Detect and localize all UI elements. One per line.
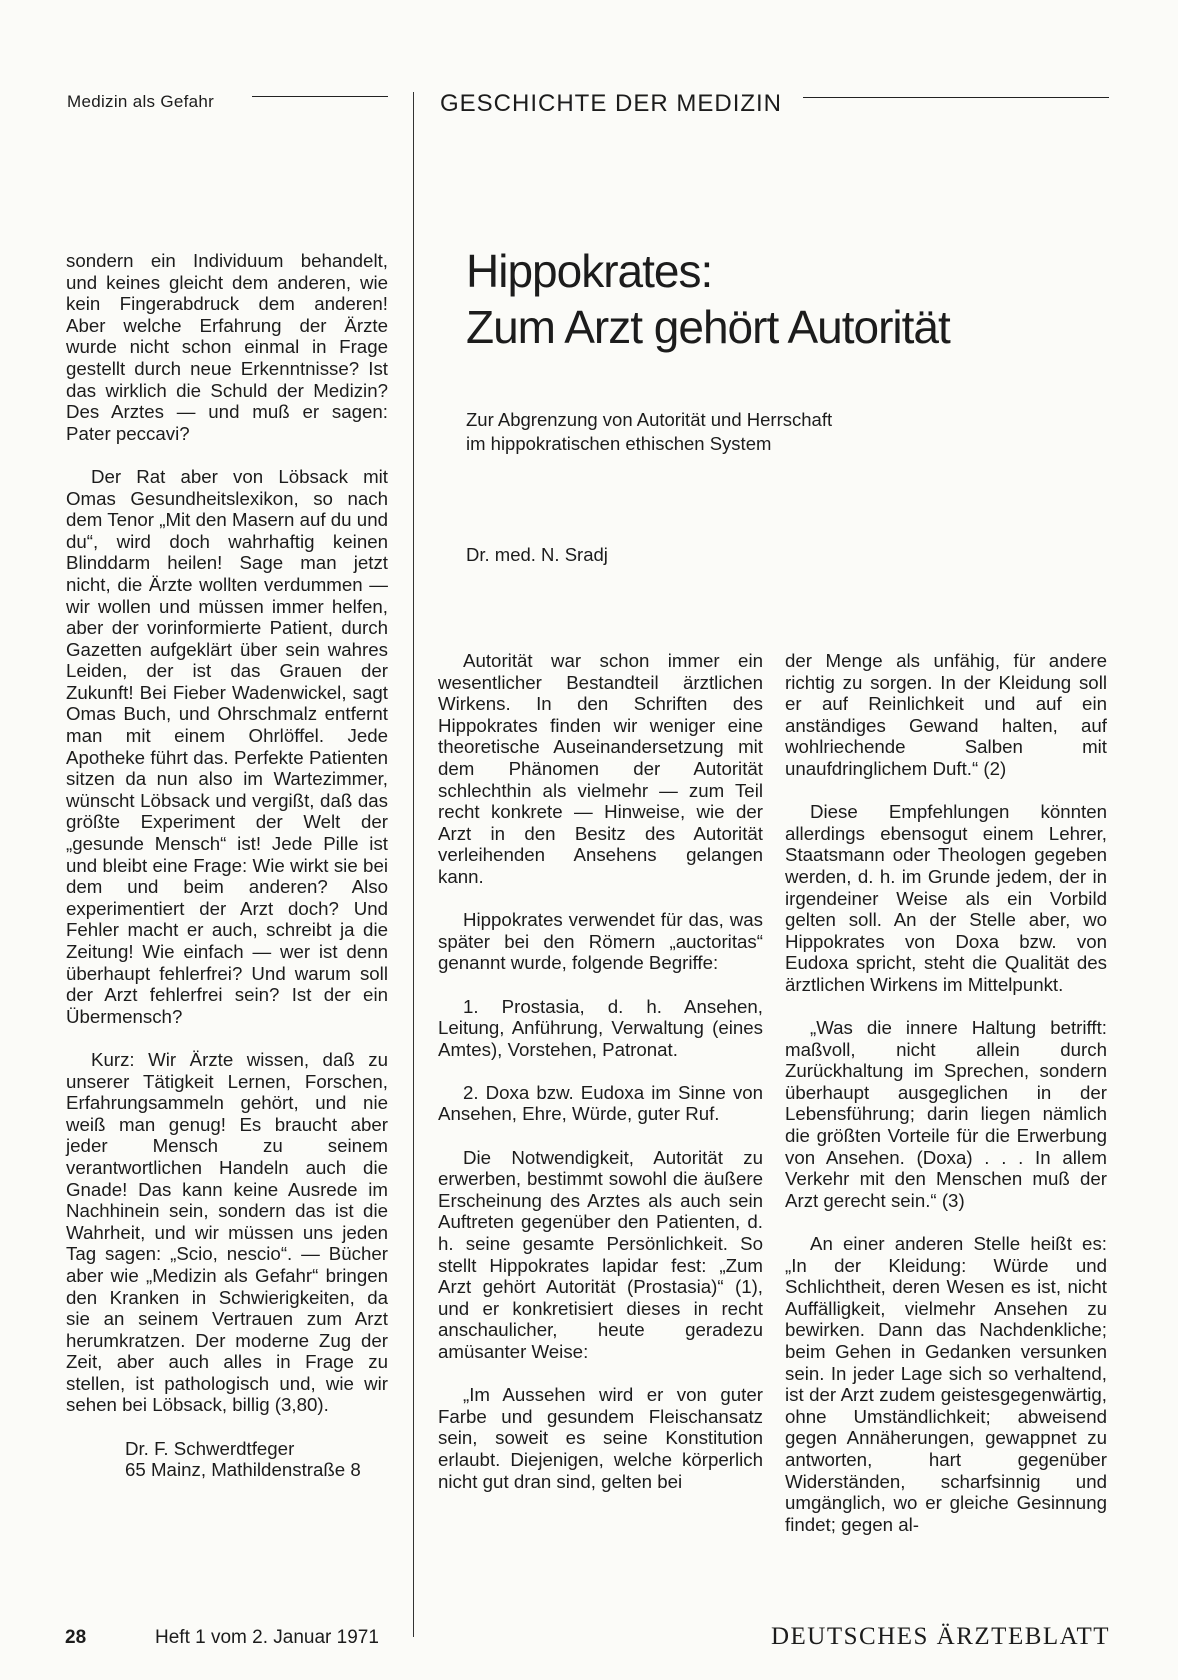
letter-column <box>66 250 388 1481</box>
body-paragraph: Hippokrates verwendet für das, was später bei den Römern „auctoritas“ genannt wurde, folgende Begriffe: <box>438 909 763 974</box>
header-rule-left <box>252 96 388 97</box>
issue-info: Heft 1 vom 2. Januar 1971 <box>155 1627 379 1648</box>
letter-signature <box>66 1438 388 1481</box>
body-paragraph: 2. Doxa bzw. Eudoxa im Sinne von Ansehen, Ehre, Würde, guter Ruf. <box>438 1081 763 1125</box>
body-paragraph: Diese Empfehlungen könnten allerdings ebensogut einem Lehrer, Staatsmann oder Theologen gegeben werden, d. h. im Grunde jedem, der in irgendeiner Weise als ein Vorbild gelten soll. An der Stelle aber, wo Hippokrates von Doxa bzw. von Eudoxa spricht, steht die Qualität des ärztlichen Wirkens im Mittelpunkt. <box>785 801 1107 995</box>
signature-name: Dr. F. Schwerdtfeger <box>125 1437 295 1459</box>
article-author: Dr. med. N. Sradj <box>466 544 608 565</box>
subtitle-line-2: im hippokratischen ethischen System <box>466 433 772 454</box>
article-subtitle <box>466 408 832 456</box>
letter-paragraph: Kurz: Wir Ärzte wissen, daß zu unserer Tätigkeit Lernen, Forschen, Erfahrungsammeln gehört, und nie weiß man genug! Es braucht aber jeder Mensch zu seinem verantwortlichen Handeln auch die Gnade! Das kann keine Ausrede im Nachhinein sein, sondern das ist die Wahrheit, und wir müssen uns jeden Tag sagen: „Scio, nescio“. — Bücher aber wie „Medizin als Gefahr“ bringen den Kranken in Schwierigkeiten, da sie an seinem Vertrauen zum Arzt herumkratzen. Der moderne Zug der Zeit, aber auch alles in Frage zu stellen, ist pathologisch und, wie wir sehen bei Löbsack, billig (3,80). <box>66 1048 388 1416</box>
letter-paragraph: Der Rat aber von Löbsack mit Omas Gesundheitslexikon, so nach dem Tenor „Mit den Masern auf du und du“, wird doch wahrhaftig keinen Blinddarm heilen! Sage man jetzt nicht, die Ärzte wollten verdummen — wir wollen und müssen immer helfen, aber der vorinformierte Patient, durch Gazetten aufgeklärt über sein wahres Leiden, der ist das Grauen der Zukunft! Bei Fieber Wadenwickel, sagt Omas Buch, und Ohrschmalz entfernt man mit einem Ohrlöffel. Jede Apotheke führt das. Perfekte Patienten sitzen da nun also im Wartezimmer, wünscht Löbsack und vergißt, daß das größte Experiment der Welt der „gesunde Mensch“ ist! Jede Pille ist und bleibt eine Frage: Wie wirkt sie bei dem und beim anderen? Also experimentiert der Arzt doch? Und Fehler macht er auch, schreibt ja die Zeitung! Wie einfach — wer ist denn überhaupt fehlerfrei? Und warum soll der Arzt fehlerfrei sein? Ist der ein Übermensch? <box>66 465 388 1027</box>
column-divider <box>413 92 414 1637</box>
article-column-1 <box>438 650 763 1492</box>
journal-name: DEUTSCHES ÄRZTEBLATT <box>770 1623 1110 1650</box>
page-number: 28 <box>65 1627 87 1648</box>
letter-paragraph: sondern ein Individuum behandelt, und keines gleicht dem anderen, wie kein Fingerabdruck dem anderen! Aber welche Erfahrung der Ärzte wurde nicht schon einmal in Frage gestellt durch neue Erkenntnisse? Ist das wirklich die Schuld der Medizin? Des Arztes — und muß er sagen: Pater peccavi? <box>66 250 388 444</box>
body-paragraph: der Menge als unfähig, für andere richtig zu sorgen. In der Kleidung soll er auf Reinlichkeit und auf ein anständiges Gewand halten, auf wohlriechende Salben mit unaufdringlichem Duft.“ (2) <box>785 650 1107 779</box>
signature-address: 65 Mainz, Mathildenstraße 8 <box>125 1459 361 1481</box>
header-rule-right <box>803 97 1109 98</box>
article-column-2 <box>785 650 1107 1535</box>
body-paragraph: Autorität war schon immer ein wesentlicher Bestandteil ärztlichen Wirkens. In den Schriften des Hippokrates finden wir weniger eine theoretische Auseinandersetzung mit dem Phänomen der Autorität schlechthin als vielmehr — zum Teil recht konkrete — Hinweise, wie der Arzt in den Besitz des Autorität verleihenden Ansehens gelangen kann. <box>438 650 763 887</box>
body-paragraph: Die Notwendigkeit, Autorität zu erwerben, bestimmt sowohl die äußere Erscheinung des Arztes als auch sein Auftreten gegenüber den Patienten, d. h. seine gesamte Persönlichkeit. So stellt Hippokrates lapidar fest: „Zum Arzt gehört Autorität (Prostasia)“ (1), und er konkretisiert dieses in recht anschaulicher, heute geradezu amüsanter Weise: <box>438 1146 763 1362</box>
article-title <box>466 243 950 355</box>
section-heading: GESCHICHTE DER MEDIZIN <box>440 90 783 117</box>
running-title: Medizin als Gefahr <box>67 92 215 111</box>
article-title-line-2: Zum Arzt gehört Autorität <box>466 301 950 353</box>
article-title-line-1: Hippokrates: <box>466 245 713 297</box>
subtitle-line-1: Zur Abgrenzung von Autorität und Herrschaft <box>466 409 833 430</box>
body-paragraph: An einer anderen Stelle heißt es: „In der Kleidung: Würde und Schlichtheit, deren Wesen es ist, nicht Auffälligkeit, vielmehr Ansehen zu bewirken. Dann das Nachdenkliche; beim Gehen in Gedanken versunken sein. In jeder Lage sich so verhaltend, ist der Arzt zudem geistesgegenwärtig, ohne Umständlichkeit; abweisend gegen Annäherungen, gewappnet zu antworten, hart gegenüber Widerständen, scharfsinnig und umgänglich, wo er gleiche Gesinnung findet; gegen al- <box>785 1233 1107 1535</box>
body-paragraph: „Was die innere Haltung betrifft: maßvoll, nicht allein durch Zurückhaltung im Sprechen, sondern überhaupt ausgeglichen in der Lebensführung; darin liegen nämlich die größten Vorteile für die Erwerbung von Ansehen. (Doxa) . . . In allem Verkehr mit den Menschen muß der Arzt gerecht sein.“ (3) <box>785 1017 1107 1211</box>
body-paragraph: 1. Prostasia, d. h. Ansehen, Leitung, Anführung, Verwaltung (eines Amtes), Vorstehen, Patronat. <box>438 995 763 1060</box>
body-paragraph: „Im Aussehen wird er von guter Farbe und gesundem Fleischansatz sein, soweit es seine Konstitution erlaubt. Diejenigen, welche körperlich nicht gut dran sind, gelten bei <box>438 1384 763 1492</box>
